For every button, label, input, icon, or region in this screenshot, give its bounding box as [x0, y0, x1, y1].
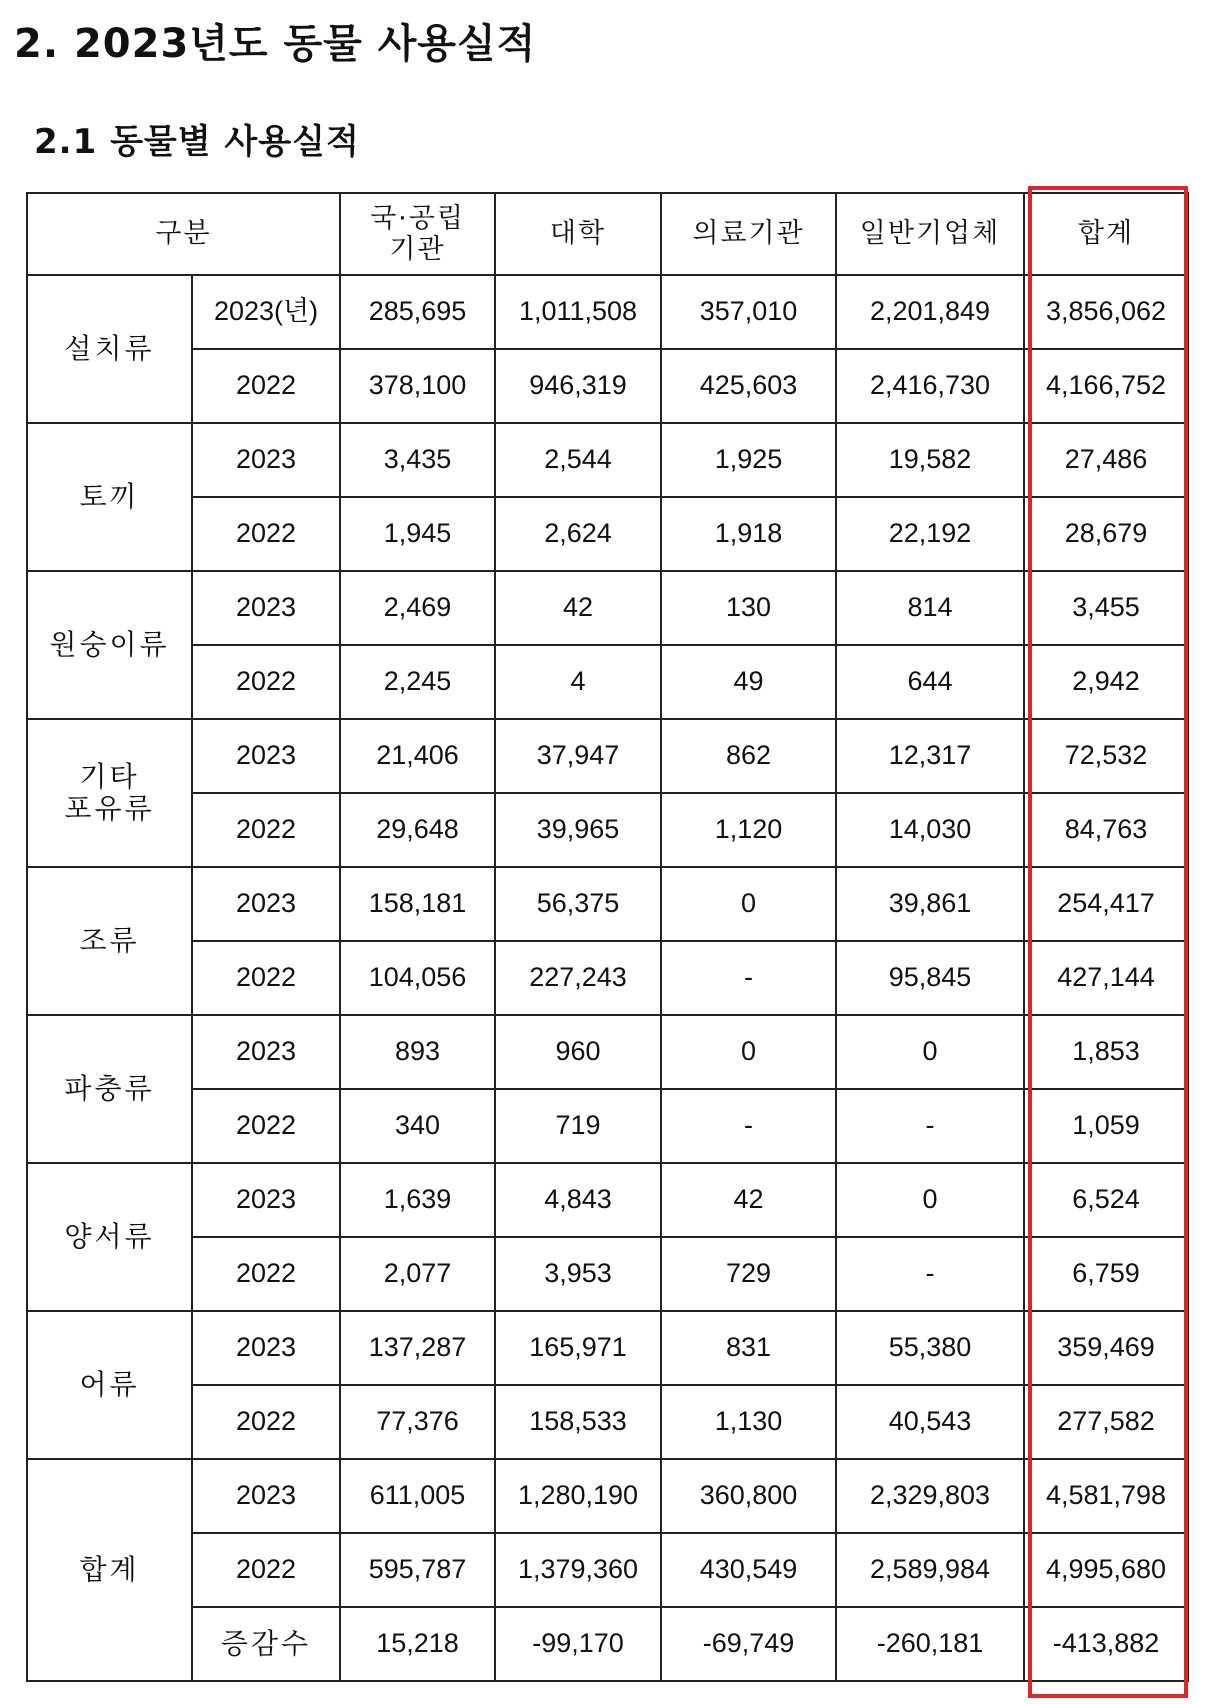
cell-total: 427,144	[1024, 941, 1188, 1015]
year-label: 2023	[192, 571, 340, 645]
cell-public: 340	[340, 1089, 495, 1163]
cell-university: 227,243	[495, 941, 661, 1015]
cell-total: 277,582	[1024, 1385, 1188, 1459]
cell-public: 1,945	[340, 497, 495, 571]
year-label: 2022	[192, 1533, 340, 1607]
cell-university: 39,965	[495, 793, 661, 867]
category-rodents: 설치류	[27, 275, 192, 423]
cell-company: 2,589,984	[836, 1533, 1024, 1607]
category-total: 합계	[27, 1459, 192, 1681]
cell-company: 2,201,849	[836, 275, 1024, 349]
table-row	[27, 867, 1188, 941]
cell-total: 2,942	[1024, 645, 1188, 719]
cell-public: 2,077	[340, 1237, 495, 1311]
cell-total: 3,455	[1024, 571, 1188, 645]
cell-public: 77,376	[340, 1385, 495, 1459]
cell-company: 95,845	[836, 941, 1024, 1015]
cell-public: 611,005	[340, 1459, 495, 1533]
cell-university: 42	[495, 571, 661, 645]
table-row	[27, 349, 1188, 423]
cell-medical: 729	[661, 1237, 836, 1311]
cell-public: 2,469	[340, 571, 495, 645]
cell-public: 595,787	[340, 1533, 495, 1607]
year-label: 2023	[192, 1015, 340, 1089]
category-reptiles: 파충류	[27, 1015, 192, 1163]
year-label: 2022	[192, 793, 340, 867]
cell-total: 6,759	[1024, 1237, 1188, 1311]
cell-company: 55,380	[836, 1311, 1024, 1385]
cell-medical: 1,925	[661, 423, 836, 497]
header-university: 대학	[495, 193, 661, 275]
change-label: 증감수	[192, 1607, 340, 1681]
cell-total: 1,059	[1024, 1089, 1188, 1163]
table-row	[27, 1311, 1188, 1385]
cell-medical: 425,603	[661, 349, 836, 423]
cell-university: 946,319	[495, 349, 661, 423]
category-rabbits: 토끼	[27, 423, 192, 571]
cell-medical: 360,800	[661, 1459, 836, 1533]
cell-medical: -69,749	[661, 1607, 836, 1681]
cell-university: -99,170	[495, 1607, 661, 1681]
cell-university: 3,953	[495, 1237, 661, 1311]
cell-medical: 430,549	[661, 1533, 836, 1607]
cell-university: 719	[495, 1089, 661, 1163]
category-amphibians: 양서류	[27, 1163, 192, 1311]
category-other-mammals-line2: 포유류	[64, 792, 155, 825]
cell-medical: -	[661, 1089, 836, 1163]
cell-total: 359,469	[1024, 1311, 1188, 1385]
category-primates: 원숭이류	[27, 571, 192, 719]
header-row	[27, 193, 1188, 275]
year-label: 2022	[192, 941, 340, 1015]
cell-total: 72,532	[1024, 719, 1188, 793]
year-label: 2023	[192, 423, 340, 497]
cell-medical: 49	[661, 645, 836, 719]
cell-medical: 0	[661, 867, 836, 941]
section-title: 2. 2023년도 동물 사용실적	[14, 21, 537, 67]
header-medical: 의료기관	[661, 193, 836, 275]
cell-university: 1,280,190	[495, 1459, 661, 1533]
cell-university: 2,544	[495, 423, 661, 497]
year-label: 2022	[192, 1237, 340, 1311]
cell-company: -	[836, 1237, 1024, 1311]
year-label: 2023	[192, 1459, 340, 1533]
cell-company: 2,416,730	[836, 349, 1024, 423]
header-division: 구분	[27, 193, 340, 275]
header-public-line1: 국·공립	[370, 202, 465, 234]
year-label: 2023(년)	[192, 275, 340, 349]
table-row	[27, 793, 1188, 867]
cell-company: 14,030	[836, 793, 1024, 867]
table-row	[27, 571, 1188, 645]
cell-medical: 42	[661, 1163, 836, 1237]
cell-total: 28,679	[1024, 497, 1188, 571]
cell-company: 39,861	[836, 867, 1024, 941]
cell-medical: 1,120	[661, 793, 836, 867]
cell-company: -	[836, 1089, 1024, 1163]
table-row	[27, 1533, 1188, 1607]
cell-university: 4,843	[495, 1163, 661, 1237]
table-row	[27, 497, 1188, 571]
header-company: 일반기업체	[836, 193, 1024, 275]
cell-public: 285,695	[340, 275, 495, 349]
cell-total: 4,995,680	[1024, 1533, 1188, 1607]
cell-medical: 1,130	[661, 1385, 836, 1459]
table-row	[27, 423, 1188, 497]
table-row	[27, 1015, 1188, 1089]
table-row	[27, 275, 1188, 349]
cell-medical: -	[661, 941, 836, 1015]
cell-company: 22,192	[836, 497, 1024, 571]
cell-total: 6,524	[1024, 1163, 1188, 1237]
header-public-line2: 기관	[389, 234, 446, 265]
cell-public: 21,406	[340, 719, 495, 793]
cell-total: 254,417	[1024, 867, 1188, 941]
cell-medical: 357,010	[661, 275, 836, 349]
cell-public: 104,056	[340, 941, 495, 1015]
cell-university: 158,533	[495, 1385, 661, 1459]
year-label: 2022	[192, 645, 340, 719]
cell-university: 1,379,360	[495, 1533, 661, 1607]
subsection-title: 2.1 동물별 사용실적	[34, 122, 360, 162]
category-fish: 어류	[27, 1311, 192, 1459]
cell-company: 814	[836, 571, 1024, 645]
year-label: 2023	[192, 719, 340, 793]
cell-company: 0	[836, 1015, 1024, 1089]
cell-university: 165,971	[495, 1311, 661, 1385]
cell-public: 15,218	[340, 1607, 495, 1681]
cell-public: 29,648	[340, 793, 495, 867]
cell-public: 893	[340, 1015, 495, 1089]
animal-usage-table	[26, 192, 1189, 1682]
cell-total: 4,581,798	[1024, 1459, 1188, 1533]
table-row	[27, 1607, 1188, 1681]
cell-medical: 0	[661, 1015, 836, 1089]
cell-total: 84,763	[1024, 793, 1188, 867]
cell-university: 37,947	[495, 719, 661, 793]
year-label: 2023	[192, 867, 340, 941]
year-label: 2022	[192, 1385, 340, 1459]
cell-total: 1,853	[1024, 1015, 1188, 1089]
cell-company: 40,543	[836, 1385, 1024, 1459]
year-label: 2022	[192, 349, 340, 423]
cell-medical: 130	[661, 571, 836, 645]
cell-company: -260,181	[836, 1607, 1024, 1681]
cell-company: 19,582	[836, 423, 1024, 497]
table-row	[27, 719, 1188, 793]
cell-company: 0	[836, 1163, 1024, 1237]
table-row	[27, 1237, 1188, 1311]
cell-university: 56,375	[495, 867, 661, 941]
cell-total: -413,882	[1024, 1607, 1188, 1681]
category-birds: 조류	[27, 867, 192, 1015]
cell-total: 3,856,062	[1024, 275, 1188, 349]
table-row	[27, 1385, 1188, 1459]
cell-company: 2,329,803	[836, 1459, 1024, 1533]
cell-company: 644	[836, 645, 1024, 719]
year-label: 2023	[192, 1163, 340, 1237]
table-row	[27, 1163, 1188, 1237]
table-row	[27, 941, 1188, 1015]
cell-total: 4,166,752	[1024, 349, 1188, 423]
cell-public: 2,245	[340, 645, 495, 719]
cell-public: 137,287	[340, 1311, 495, 1385]
cell-university: 960	[495, 1015, 661, 1089]
table-row	[27, 1459, 1188, 1533]
cell-medical: 1,918	[661, 497, 836, 571]
cell-public: 3,435	[340, 423, 495, 497]
cell-total: 27,486	[1024, 423, 1188, 497]
cell-medical: 862	[661, 719, 836, 793]
cell-medical: 831	[661, 1311, 836, 1385]
year-label: 2022	[192, 1089, 340, 1163]
cell-university: 4	[495, 645, 661, 719]
category-other-mammals	[27, 719, 192, 867]
cell-public: 158,181	[340, 867, 495, 941]
cell-company: 12,317	[836, 719, 1024, 793]
category-other-mammals-line1: 기타	[79, 759, 140, 793]
table-row	[27, 645, 1188, 719]
cell-public: 1,639	[340, 1163, 495, 1237]
table-row	[27, 1089, 1188, 1163]
header-total: 합계	[1024, 193, 1188, 275]
cell-university: 2,624	[495, 497, 661, 571]
header-public-institution	[340, 193, 495, 275]
cell-university: 1,011,508	[495, 275, 661, 349]
cell-public: 378,100	[340, 349, 495, 423]
year-label: 2023	[192, 1311, 340, 1385]
year-label: 2022	[192, 497, 340, 571]
